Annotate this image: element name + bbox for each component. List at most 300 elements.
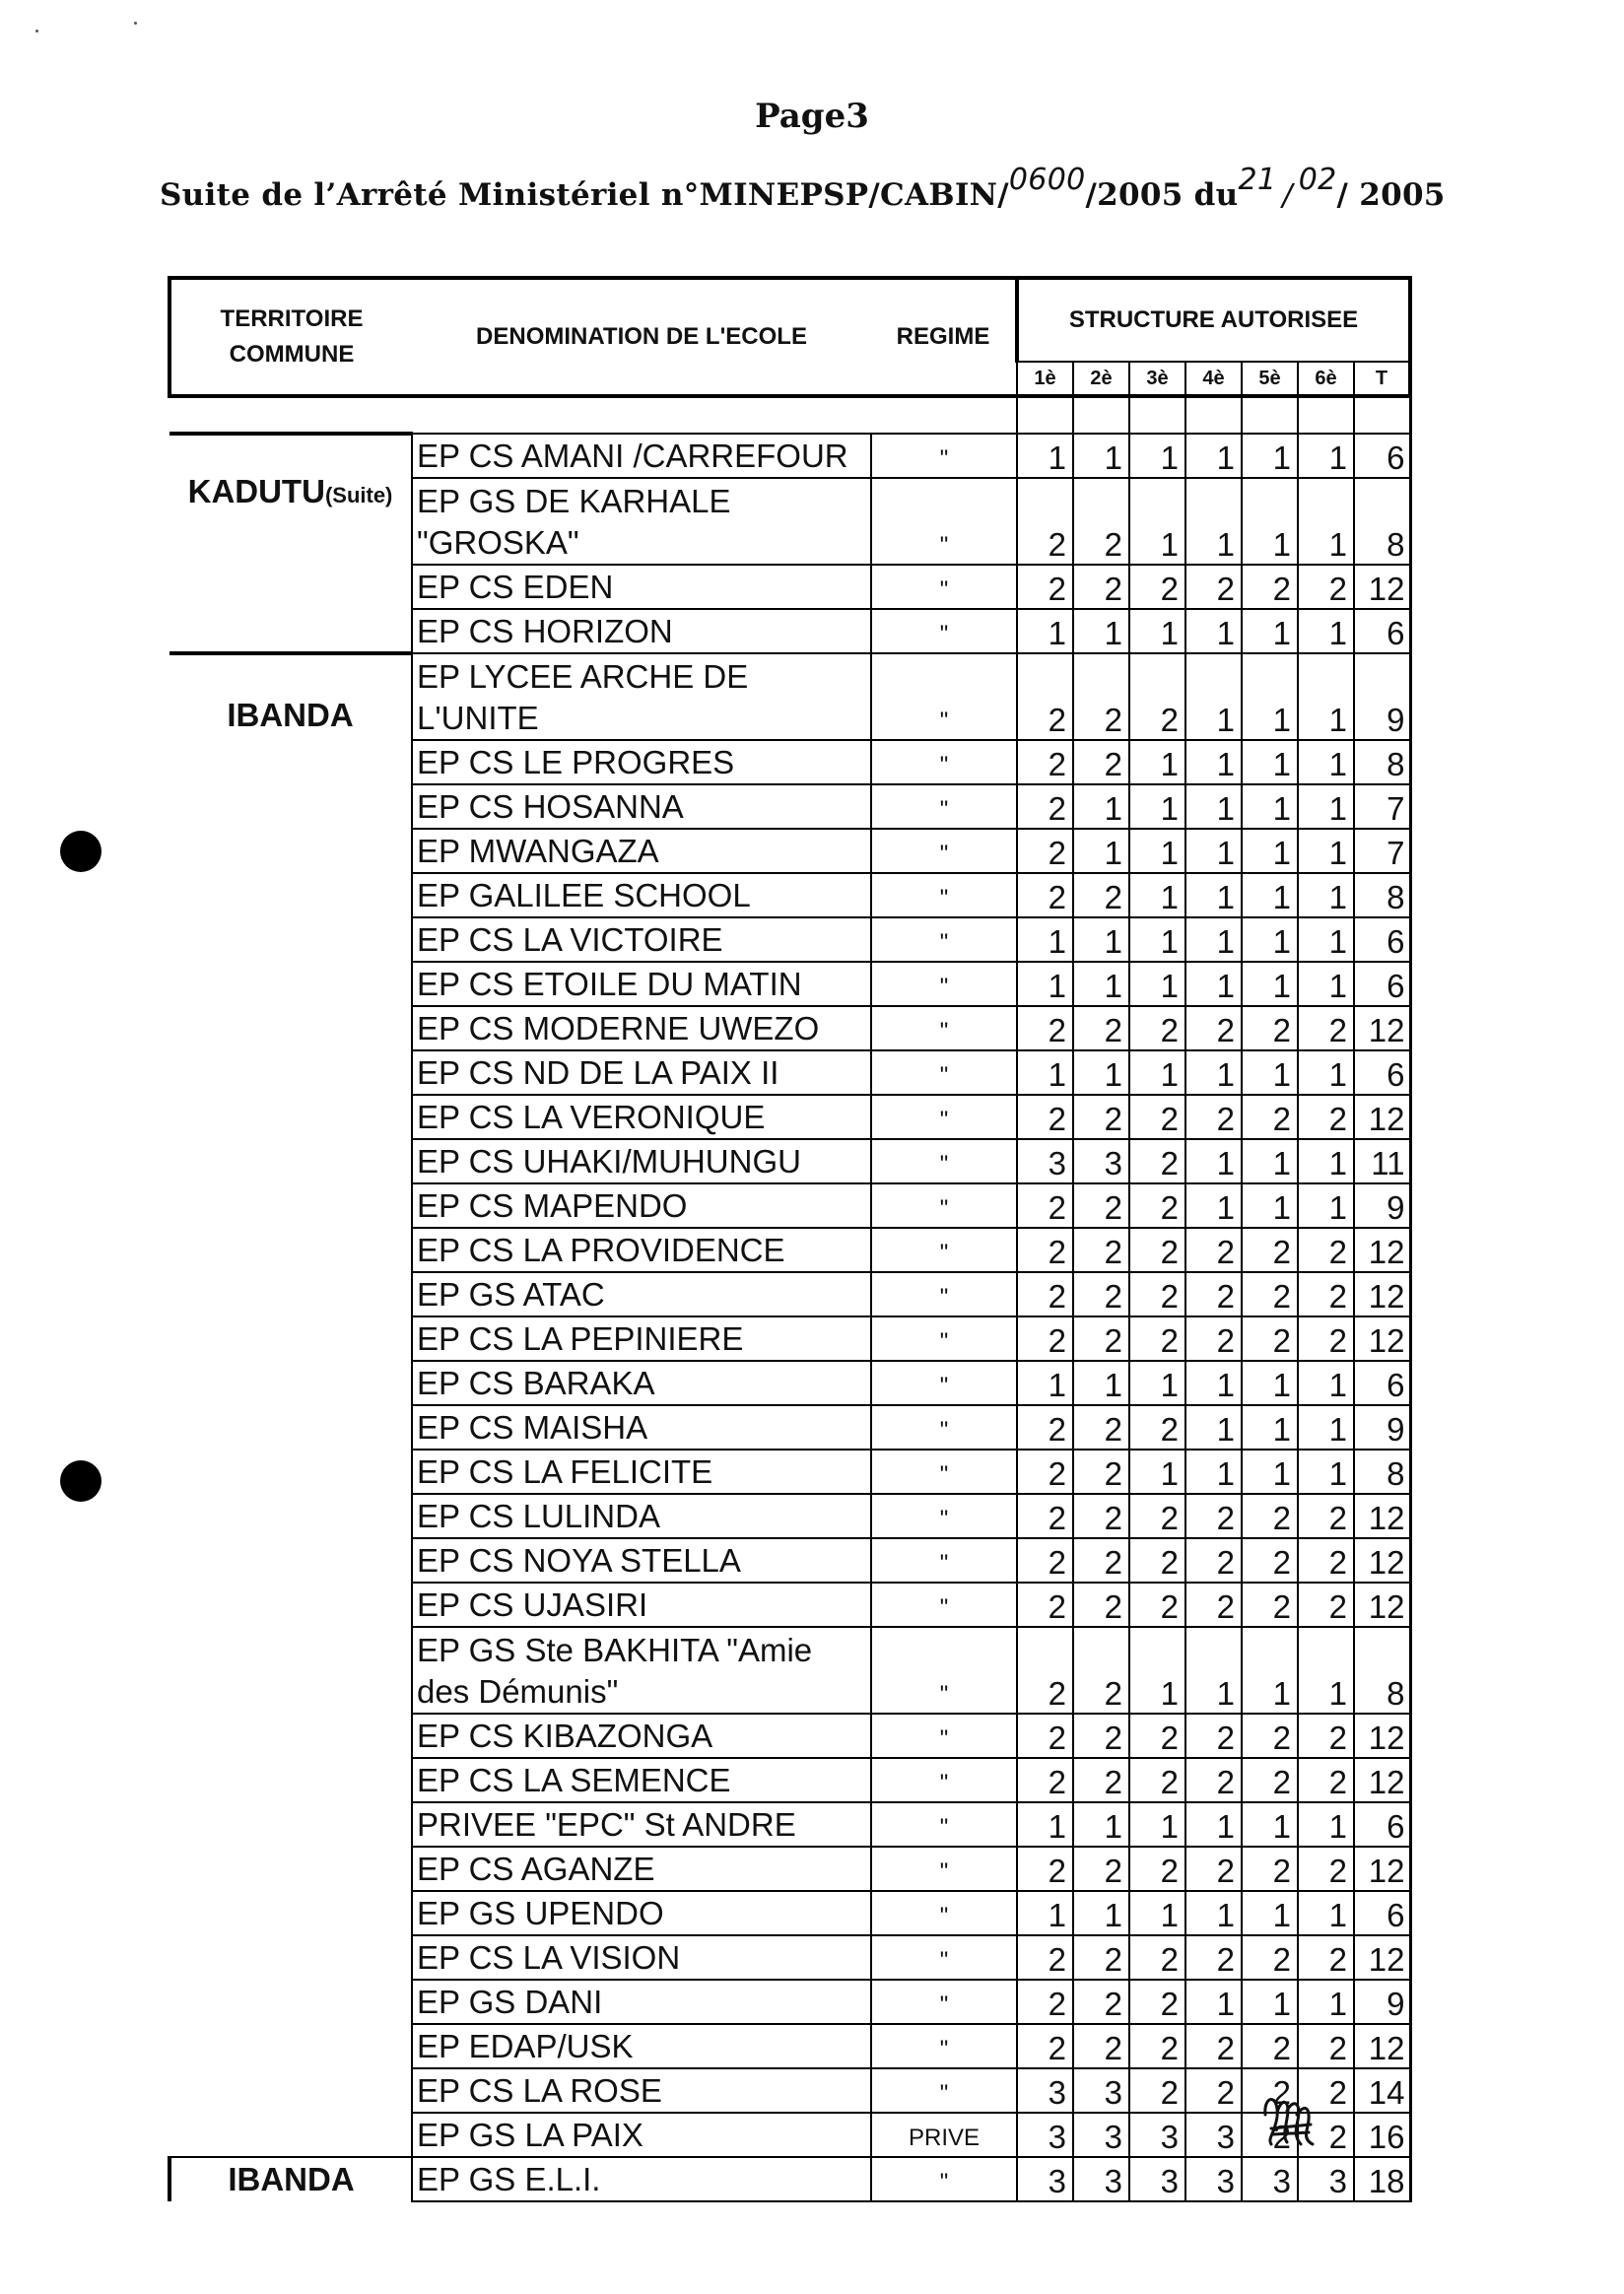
class-count: 1 xyxy=(1298,784,1354,829)
regime-value: PRIVE xyxy=(871,2113,1017,2157)
subcol-header: 2è xyxy=(1073,362,1129,396)
class-count: 1 xyxy=(1298,1050,1354,1095)
class-count: 1 xyxy=(1185,1361,1242,1405)
total-value: 9 xyxy=(1354,1183,1410,1228)
class-count: 1 xyxy=(1242,873,1298,917)
spacer-row xyxy=(169,396,1410,434)
class-count: 1 xyxy=(1242,1139,1298,1183)
total-value: 8 xyxy=(1354,1450,1410,1494)
class-count: 2 xyxy=(1017,1183,1073,1228)
class-count: 2 xyxy=(1185,1758,1242,1802)
regime-value: " xyxy=(871,917,1017,962)
class-count: 1 xyxy=(1185,1802,1242,1847)
class-count: 2 xyxy=(1073,1316,1129,1361)
class-count: 1 xyxy=(1298,962,1354,1006)
class-count: 2 xyxy=(1073,1714,1129,1758)
class-count: 1 xyxy=(1185,653,1242,740)
class-count: 2 xyxy=(1242,1538,1298,1583)
school-name: EP CS LA VERONIQUE xyxy=(412,1095,871,1139)
regime-value: " xyxy=(871,2068,1017,2113)
class-count: 1 xyxy=(1129,1627,1185,1714)
total-value: 12 xyxy=(1354,1935,1410,1980)
class-count: 2 xyxy=(1073,1847,1129,1891)
class-count: 2 xyxy=(1129,1183,1185,1228)
class-count: 1 xyxy=(1185,784,1242,829)
class-count: 2 xyxy=(1242,2113,1298,2157)
total-value: 6 xyxy=(1354,1050,1410,1095)
total-value: 6 xyxy=(1354,609,1410,653)
class-count: 2 xyxy=(1073,2024,1129,2068)
regime-value: " xyxy=(871,1316,1017,1361)
school-name: EP CS MAPENDO xyxy=(412,1183,871,1228)
class-count: 2 xyxy=(1298,1714,1354,1758)
class-count: 2 xyxy=(1129,1980,1185,2024)
school-name: EP CS EDEN xyxy=(412,565,871,609)
total-value: 6 xyxy=(1354,1891,1410,1935)
school-name: EP GS UPENDO xyxy=(412,1891,871,1935)
handwritten-sep: / xyxy=(1282,178,1293,213)
class-count: 2 xyxy=(1073,1758,1129,1802)
class-count: 2 xyxy=(1073,1494,1129,1538)
class-count: 2 xyxy=(1298,1316,1354,1361)
regime-value: " xyxy=(871,829,1017,873)
class-count: 1 xyxy=(1298,1627,1354,1714)
class-count: 1 xyxy=(1298,740,1354,784)
school-name: EP GS DANI xyxy=(412,1980,871,2024)
class-count: 2 xyxy=(1185,1847,1242,1891)
regime-value: " xyxy=(871,1980,1017,2024)
class-count: 2 xyxy=(1242,1006,1298,1050)
class-count: 1 xyxy=(1298,1891,1354,1935)
class-count: 2 xyxy=(1129,1272,1185,1316)
regime-value: " xyxy=(871,740,1017,784)
class-count: 2 xyxy=(1242,2024,1298,2068)
regime-value: " xyxy=(871,1714,1017,1758)
total-value: 12 xyxy=(1354,1006,1410,1050)
school-name: EP LYCEE ARCHE DE L'UNITE xyxy=(412,653,871,740)
handwritten-month: 02 xyxy=(1298,163,1337,197)
class-count: 2 xyxy=(1017,1538,1073,1583)
class-count: 2 xyxy=(1017,1316,1073,1361)
class-count: 2 xyxy=(1129,2068,1185,2113)
class-count: 1 xyxy=(1017,1361,1073,1405)
class-count: 1 xyxy=(1298,1361,1354,1405)
subcol-header: 6è xyxy=(1298,362,1354,396)
total-value: 8 xyxy=(1354,478,1410,565)
class-count: 2 xyxy=(1017,565,1073,609)
class-count: 2 xyxy=(1073,1627,1129,1714)
class-count: 1 xyxy=(1298,1183,1354,1228)
regime-value: " xyxy=(871,1935,1017,1980)
class-count: 2 xyxy=(1017,478,1073,565)
class-count: 1 xyxy=(1185,1050,1242,1095)
class-count: 1 xyxy=(1129,478,1185,565)
territoire-label xyxy=(171,2161,411,2198)
class-count: 2 xyxy=(1185,1316,1242,1361)
class-count: 1 xyxy=(1073,784,1129,829)
school-name: EP CS ND DE LA PAIX II xyxy=(412,1050,871,1095)
regime-value: " xyxy=(871,784,1017,829)
col-territoire-header: TERRITOIRE COMMUNE xyxy=(169,278,412,396)
class-count: 2 xyxy=(1017,740,1073,784)
regime-value: " xyxy=(871,1050,1017,1095)
class-count: 2 xyxy=(1017,1847,1073,1891)
school-name: EP CS HOSANNA xyxy=(412,784,871,829)
class-count: 3 xyxy=(1073,2113,1129,2157)
col-regime-header: REGIME xyxy=(871,278,1017,396)
total-value: 6 xyxy=(1354,1802,1410,1847)
class-count: 2 xyxy=(1298,1095,1354,1139)
class-count: 2 xyxy=(1129,1095,1185,1139)
class-count: 1 xyxy=(1185,1891,1242,1935)
decree-year-du: /2005 du xyxy=(1085,177,1239,213)
class-count: 1 xyxy=(1298,873,1354,917)
class-count: 2 xyxy=(1073,1095,1129,1139)
class-count: 2 xyxy=(1129,1405,1185,1450)
class-count: 2 xyxy=(1185,1272,1242,1316)
class-count: 2 xyxy=(1185,1095,1242,1139)
class-count: 2 xyxy=(1298,1006,1354,1050)
regime-value: " xyxy=(871,1758,1017,1802)
class-count: 2 xyxy=(1242,1095,1298,1139)
territoire-cell xyxy=(169,653,412,2157)
class-count: 2 xyxy=(1017,1583,1073,1627)
total-value: 14 xyxy=(1354,2068,1410,2113)
class-count: 1 xyxy=(1298,1450,1354,1494)
total-value: 11 xyxy=(1354,1139,1410,1183)
total-value: 9 xyxy=(1354,653,1410,740)
class-count: 1 xyxy=(1129,1361,1185,1405)
total-value: 12 xyxy=(1354,1272,1410,1316)
regime-value: " xyxy=(871,1272,1017,1316)
regime-value: " xyxy=(871,962,1017,1006)
class-count: 2 xyxy=(1298,1847,1354,1891)
class-count: 2 xyxy=(1017,829,1073,873)
class-count: 1 xyxy=(1129,962,1185,1006)
page-label: Page3 xyxy=(755,97,869,136)
class-count: 1 xyxy=(1242,1405,1298,1450)
class-count: 1 xyxy=(1242,784,1298,829)
school-name: EP CS LA VISION xyxy=(412,1935,871,1980)
regime-value: " xyxy=(871,1405,1017,1450)
territoire-label xyxy=(169,655,411,734)
class-count: 3 xyxy=(1185,2157,1242,2201)
regime-value: " xyxy=(871,1847,1017,1891)
total-value: 8 xyxy=(1354,740,1410,784)
class-count: 2 xyxy=(1017,1714,1073,1758)
class-count: 2 xyxy=(1129,1228,1185,1272)
class-count: 2 xyxy=(1073,1538,1129,1583)
class-count: 3 xyxy=(1129,2113,1185,2157)
class-count: 2 xyxy=(1017,1627,1073,1714)
total-value: 16 xyxy=(1354,2113,1410,2157)
school-name: EP GS DE KARHALE "GROSKA" xyxy=(412,478,871,565)
school-name: EP CS LA SEMENCE xyxy=(412,1758,871,1802)
class-count: 1 xyxy=(1129,1891,1185,1935)
decree-prefix: Suite de l’Arrêté Ministériel n°MINEPSP/CABIN/ xyxy=(160,177,1009,213)
class-count: 2 xyxy=(1017,1935,1073,1980)
handwritten-day: 21 xyxy=(1238,163,1277,197)
class-count: 1 xyxy=(1129,784,1185,829)
handwritten-decree-number: 0600 xyxy=(1008,163,1086,197)
class-count: 1 xyxy=(1073,829,1129,873)
class-count: 2 xyxy=(1129,1139,1185,1183)
col-structure-header: STRUCTURE AUTORISEE xyxy=(1017,278,1410,362)
class-count: 1 xyxy=(1242,1050,1298,1095)
class-count: 1 xyxy=(1185,873,1242,917)
total-value: 12 xyxy=(1354,1758,1410,1802)
class-count: 2 xyxy=(1017,1405,1073,1450)
class-count: 1 xyxy=(1073,962,1129,1006)
class-count: 1 xyxy=(1298,653,1354,740)
regime-value: " xyxy=(871,609,1017,653)
class-count: 1 xyxy=(1242,653,1298,740)
regime-value: " xyxy=(871,1361,1017,1405)
total-value: 6 xyxy=(1354,1361,1410,1405)
class-count: 2 xyxy=(1185,1538,1242,1583)
total-value: 7 xyxy=(1354,829,1410,873)
class-count: 1 xyxy=(1242,740,1298,784)
territoire-cell xyxy=(169,434,412,653)
class-count: 2 xyxy=(1017,2024,1073,2068)
total-value: 12 xyxy=(1354,1095,1410,1139)
class-count: 2 xyxy=(1298,1538,1354,1583)
total-value: 18 xyxy=(1354,2157,1410,2201)
class-count: 1 xyxy=(1185,1183,1242,1228)
class-count: 1 xyxy=(1129,1450,1185,1494)
class-count: 2 xyxy=(1298,565,1354,609)
regime-value: " xyxy=(871,1891,1017,1935)
class-count: 2 xyxy=(1017,1980,1073,2024)
school-name: EP CS MAISHA xyxy=(412,1405,871,1450)
class-count: 1 xyxy=(1298,434,1354,478)
total-value: 9 xyxy=(1354,1980,1410,2024)
class-count: 3 xyxy=(1073,1139,1129,1183)
class-count: 2 xyxy=(1073,740,1129,784)
total-value: 12 xyxy=(1354,1714,1410,1758)
class-count: 1 xyxy=(1185,917,1242,962)
regime-value: " xyxy=(871,1183,1017,1228)
initials-signature xyxy=(1257,2085,1320,2148)
subcol-header: 3è xyxy=(1129,362,1185,396)
class-count: 2 xyxy=(1298,2068,1354,2113)
class-count: 2 xyxy=(1073,1272,1129,1316)
class-count: 2 xyxy=(1017,1450,1073,1494)
class-count: 1 xyxy=(1242,962,1298,1006)
class-count: 2 xyxy=(1242,1228,1298,1272)
regime-value: " xyxy=(871,2157,1017,2201)
class-count: 2 xyxy=(1242,1714,1298,1758)
class-count: 1 xyxy=(1073,609,1129,653)
class-count: 1 xyxy=(1185,829,1242,873)
class-count: 1 xyxy=(1017,1802,1073,1847)
class-count: 2 xyxy=(1185,2024,1242,2068)
class-count: 1 xyxy=(1185,478,1242,565)
total-value: 8 xyxy=(1354,873,1410,917)
territoire-name: IBANDA xyxy=(227,697,354,733)
class-count: 1 xyxy=(1242,1980,1298,2024)
school-name: EP CS NOYA STELLA xyxy=(412,1538,871,1583)
class-count: 2 xyxy=(1129,1935,1185,1980)
class-count: 2 xyxy=(1242,1494,1298,1538)
territoire-name: KADUTU xyxy=(187,473,325,509)
class-count: 2 xyxy=(1242,1272,1298,1316)
class-count: 1 xyxy=(1073,1050,1129,1095)
total-value: 12 xyxy=(1354,1316,1410,1361)
class-count: 2 xyxy=(1017,1494,1073,1538)
regime-value: " xyxy=(871,565,1017,609)
class-count: 2 xyxy=(1073,1935,1129,1980)
class-count: 2 xyxy=(1129,565,1185,609)
scan-speck xyxy=(35,30,38,33)
class-count: 3 xyxy=(1298,2157,1354,2201)
regime-value: " xyxy=(871,653,1017,740)
class-count: 1 xyxy=(1017,962,1073,1006)
class-count: 2 xyxy=(1129,1316,1185,1361)
class-count: 1 xyxy=(1073,1361,1129,1405)
class-count: 2 xyxy=(1129,1758,1185,1802)
class-count: 2 xyxy=(1017,1758,1073,1802)
class-count: 1 xyxy=(1298,1139,1354,1183)
total-value: 12 xyxy=(1354,1228,1410,1272)
class-count: 3 xyxy=(1017,2113,1073,2157)
schools-table xyxy=(168,276,1412,2202)
class-count: 1 xyxy=(1185,1405,1242,1450)
class-count: 1 xyxy=(1298,609,1354,653)
school-name: EP CS LULINDA xyxy=(412,1494,871,1538)
territoire-cell xyxy=(169,2157,412,2201)
col-denomination-header: DENOMINATION DE L'ECOLE xyxy=(412,278,871,396)
class-count: 1 xyxy=(1298,1802,1354,1847)
class-count: 2 xyxy=(1242,1583,1298,1627)
class-count: 1 xyxy=(1242,1361,1298,1405)
regime-value: " xyxy=(871,1228,1017,1272)
class-count: 2 xyxy=(1298,1228,1354,1272)
class-count: 2 xyxy=(1185,1583,1242,1627)
class-count: 2 xyxy=(1242,1847,1298,1891)
class-count: 3 xyxy=(1242,2157,1298,2201)
school-name: EP CS BARAKA xyxy=(412,1361,871,1405)
school-name: EP GS ATAC xyxy=(412,1272,871,1316)
class-count: 2 xyxy=(1298,1758,1354,1802)
class-count: 1 xyxy=(1242,829,1298,873)
class-count: 1 xyxy=(1298,917,1354,962)
decree-reference xyxy=(160,163,1446,213)
class-count: 1 xyxy=(1298,829,1354,873)
class-count: 2 xyxy=(1129,1538,1185,1583)
school-name: EP GALILEE SCHOOL xyxy=(412,873,871,917)
class-count: 1 xyxy=(1017,1891,1073,1935)
class-count: 1 xyxy=(1185,1139,1242,1183)
class-count: 1 xyxy=(1073,1802,1129,1847)
class-count: 2 xyxy=(1073,478,1129,565)
class-count: 3 xyxy=(1129,2157,1185,2201)
class-count: 2 xyxy=(1185,1935,1242,1980)
class-count: 2 xyxy=(1185,1494,1242,1538)
class-count: 1 xyxy=(1242,1183,1298,1228)
class-count: 1 xyxy=(1129,1050,1185,1095)
class-count: 2 xyxy=(1017,784,1073,829)
class-count: 2 xyxy=(1185,2068,1242,2113)
total-value: 8 xyxy=(1354,1627,1410,1714)
class-count: 1 xyxy=(1073,434,1129,478)
table-row xyxy=(169,2157,1410,2201)
subcol-header: 4è xyxy=(1185,362,1242,396)
class-count: 2 xyxy=(1129,2024,1185,2068)
total-value: 12 xyxy=(1354,1847,1410,1891)
class-count: 1 xyxy=(1242,1891,1298,1935)
school-name: EP CS LA ROSE xyxy=(412,2068,871,2113)
class-count: 2 xyxy=(1017,1228,1073,1272)
class-count: 1 xyxy=(1242,609,1298,653)
class-count: 1 xyxy=(1017,434,1073,478)
subcol-header: T xyxy=(1354,362,1410,396)
class-count: 1 xyxy=(1129,1802,1185,1847)
school-name: EP CS AGANZE xyxy=(412,1847,871,1891)
class-count: 2 xyxy=(1073,1450,1129,1494)
class-count: 2 xyxy=(1298,1272,1354,1316)
class-count: 2 xyxy=(1185,1228,1242,1272)
school-name: EP CS MODERNE UWEZO xyxy=(412,1006,871,1050)
school-name: EP EDAP/USK xyxy=(412,2024,871,2068)
class-count: 1 xyxy=(1185,434,1242,478)
class-count: 2 xyxy=(1298,2024,1354,2068)
class-count: 1 xyxy=(1185,962,1242,1006)
class-count: 2 xyxy=(1017,1095,1073,1139)
punch-hole xyxy=(60,1460,102,1502)
class-count: 1 xyxy=(1298,1980,1354,2024)
total-value: 12 xyxy=(1354,1494,1410,1538)
class-count: 1 xyxy=(1185,1627,1242,1714)
school-name: EP MWANGAZA xyxy=(412,829,871,873)
header-row xyxy=(169,278,1410,362)
regime-value: " xyxy=(871,1802,1017,1847)
class-count: 1 xyxy=(1242,1450,1298,1494)
scan-speck xyxy=(134,22,137,25)
regime-value: " xyxy=(871,873,1017,917)
class-count: 2 xyxy=(1073,1405,1129,1450)
total-value: 6 xyxy=(1354,917,1410,962)
class-count: 1 xyxy=(1129,609,1185,653)
class-count: 2 xyxy=(1298,1494,1354,1538)
class-count: 2 xyxy=(1298,1583,1354,1627)
class-count: 1 xyxy=(1242,478,1298,565)
class-count: 1 xyxy=(1129,740,1185,784)
class-count: 2 xyxy=(1242,1316,1298,1361)
class-count: 2 xyxy=(1129,653,1185,740)
school-name: EP CS UJASIRI xyxy=(412,1583,871,1627)
total-value: 12 xyxy=(1354,565,1410,609)
class-count: 2 xyxy=(1129,1583,1185,1627)
class-count: 2 xyxy=(1242,1758,1298,1802)
class-count: 3 xyxy=(1073,2068,1129,2113)
class-count: 3 xyxy=(1017,1139,1073,1183)
class-count: 2 xyxy=(1242,2068,1298,2113)
total-value: 7 xyxy=(1354,784,1410,829)
regime-value: " xyxy=(871,478,1017,565)
class-count: 1 xyxy=(1242,434,1298,478)
class-count: 2 xyxy=(1073,1006,1129,1050)
territoire-suffix: (Suite) xyxy=(324,483,393,507)
class-count: 1 xyxy=(1185,609,1242,653)
total-value: 12 xyxy=(1354,2024,1410,2068)
regime-value: " xyxy=(871,1006,1017,1050)
class-count: 1 xyxy=(1073,1891,1129,1935)
class-count: 2 xyxy=(1073,565,1129,609)
class-count: 2 xyxy=(1017,873,1073,917)
regime-value: " xyxy=(871,434,1017,478)
regime-value: " xyxy=(871,1494,1017,1538)
